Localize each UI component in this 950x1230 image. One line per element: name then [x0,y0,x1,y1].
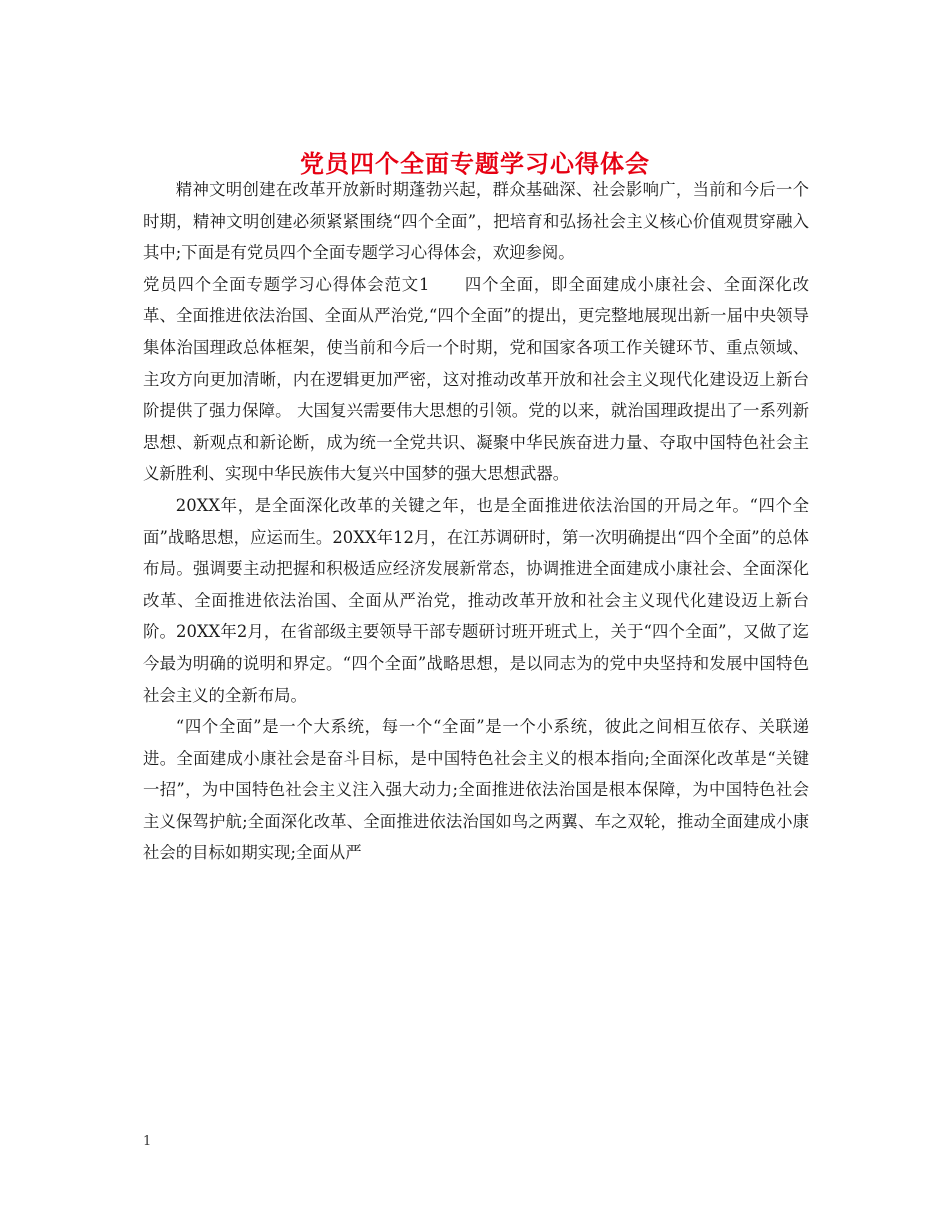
paragraph-essay-3: “四个全面”是一个大系统，每一个“全面”是一个小系统，彼此之间相互依存、关联递进。全面建成小康社会是奋斗目标，是中国特色社会主义的根本指向;全面深化改革是“关键一招”，为中国特色社会主义注入强大动力;全面推进依法治国是根本保障，为中国特色社会主义保驾护航;全面深化改革、全面推进依法治国如鸟之两翼、车之双轮，推动全面建成小康社会的目标如期实现;全面从严 [143,717,809,863]
document-title: 党员四个全面专题学习心得体会 [300,149,650,179]
paragraph-essay-2: 20XX年，是全面深化改革的关键之年，也是全面推进依法治国的开局之年。“四个全面”战略思想，应运而生。20XX年12月，在江苏调研时，第一次明确提出“四个全面”的总体布局。强调要主动把握和积极适应经济发展新常态，协调推进全面建成小康社会、全面深化改革、全面推进依法治国、全面从严治党，推动改革开放和社会主义现代化建设迈上新台阶。20XX年2月，在省部级主要领导干部专题研讨班开班式上，关于“四个全面”，又做了迄今最为明确的说明和界定。“四个全面”战略思想，是以同志为的党中央坚持和发展中国特色社会主义的全新布局。 [143,495,809,705]
document-body [143,174,809,869]
paragraph-intro: 精神文明创建在改革开放新时期蓬勃兴起，群众基础深、社会影响广，当前和今后一个时期，精神文明创建必须紧紧围绕“四个全面”，把培育和弘扬社会主义核心价值观贯穿融入其中;下面是有党员四个全面专题学习心得体会，欢迎参阅。 [143,180,809,263]
paragraph-essay-1: 党员四个全面专题学习心得体会范文1 四个全面，即全面建成小康社会、全面深化改革、全面推进依法治国、全面从严治党,“四个全面”的提出，更完整地展现出新一届中央领导集体治国理政总体框架，使当前和今后一个时期，党和国家各项工作关键环节、重点领域、主攻方向更加清晰，内在逻辑更加严密，这对推动改革开放和社会主义现代化建设迈上新台阶提供了强力保障。 大国复兴需要伟大思想的引领。党的以来，就治国理政提出了一系列新思想、新观点和新论断，成为统一全党共识、凝聚中华民族奋进力量、夺取中国特色社会主义新胜利、实现中华民族伟大复兴中国梦的强大思想武器。 [143,274,809,484]
page-number: 1 [143,1134,152,1149]
